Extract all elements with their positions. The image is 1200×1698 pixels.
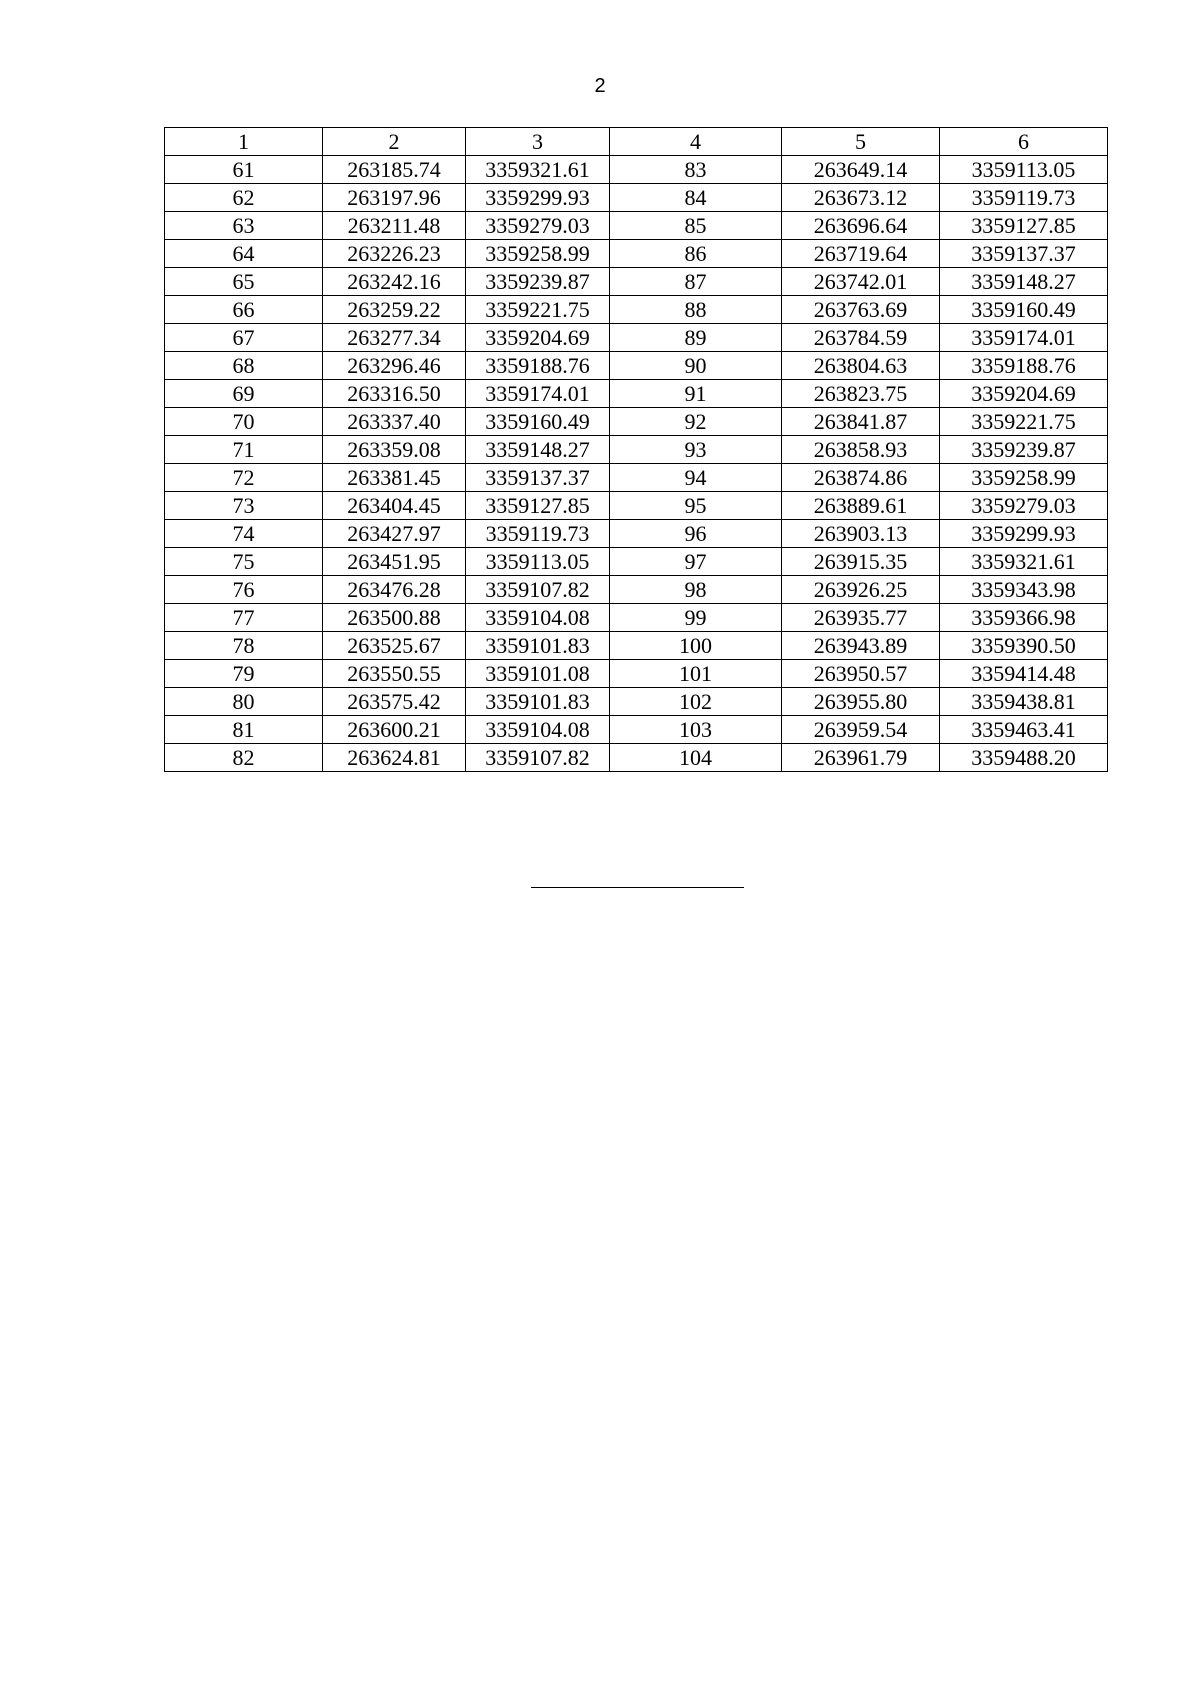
table-cell: 263451.95	[323, 548, 466, 576]
table-cell: 3359148.27	[466, 436, 610, 464]
table-cell: 263696.64	[782, 212, 940, 240]
table-cell: 3359343.98	[940, 576, 1108, 604]
table-cell: 263903.13	[782, 520, 940, 548]
table-cell: 102	[610, 688, 782, 716]
table-cell: 89	[610, 324, 782, 352]
table-cell: 87	[610, 268, 782, 296]
table-row	[165, 632, 1108, 660]
table-cell: 3359438.81	[940, 688, 1108, 716]
table-cell: 3359104.08	[466, 716, 610, 744]
table-cell: 98	[610, 576, 782, 604]
table-cell: 3359488.20	[940, 744, 1108, 772]
table-cell: 3359258.99	[940, 464, 1108, 492]
table-cell: 78	[165, 632, 323, 660]
table-cell: 263427.97	[323, 520, 466, 548]
table-row	[165, 520, 1108, 548]
table-cell: 66	[165, 296, 323, 324]
table-cell: 3359174.01	[940, 324, 1108, 352]
table-cell: 93	[610, 436, 782, 464]
table-cell: 3359204.69	[466, 324, 610, 352]
table-cell: 263226.23	[323, 240, 466, 268]
table-cell: 263858.93	[782, 436, 940, 464]
table-cell: 3359221.75	[466, 296, 610, 324]
table-cell: 263823.75	[782, 380, 940, 408]
table-cell: 3359148.27	[940, 268, 1108, 296]
table-cell: 100	[610, 632, 782, 660]
table-row	[165, 268, 1108, 296]
table-cell: 263955.80	[782, 688, 940, 716]
column-header: 4	[610, 128, 782, 156]
page-number: 2	[594, 75, 606, 97]
table-cell: 263841.87	[782, 408, 940, 436]
table-cell: 3359366.98	[940, 604, 1108, 632]
table-cell: 263624.81	[323, 744, 466, 772]
table-cell: 263337.40	[323, 408, 466, 436]
table-cell: 92	[610, 408, 782, 436]
table-cell: 3359160.49	[940, 296, 1108, 324]
table-cell: 82	[165, 744, 323, 772]
table-cell: 73	[165, 492, 323, 520]
table-cell: 3359390.50	[940, 632, 1108, 660]
table-cell: 263935.77	[782, 604, 940, 632]
table-cell: 3359174.01	[466, 380, 610, 408]
table-cell: 263915.35	[782, 548, 940, 576]
column-header: 5	[782, 128, 940, 156]
table-row	[165, 408, 1108, 436]
table-cell: 263719.64	[782, 240, 940, 268]
table-cell: 72	[165, 464, 323, 492]
table-cell: 263550.55	[323, 660, 466, 688]
table-cell: 3359101.83	[466, 688, 610, 716]
table-cell: 3359414.48	[940, 660, 1108, 688]
table-cell: 3359113.05	[940, 156, 1108, 184]
table-row	[165, 380, 1108, 408]
table-cell: 263763.69	[782, 296, 940, 324]
table-cell: 3359299.93	[940, 520, 1108, 548]
table-cell: 68	[165, 352, 323, 380]
table-cell: 88	[610, 296, 782, 324]
table-cell: 3359321.61	[940, 548, 1108, 576]
table-cell: 263600.21	[323, 716, 466, 744]
table-cell: 263381.45	[323, 464, 466, 492]
table-row	[165, 436, 1108, 464]
table-cell: 101	[610, 660, 782, 688]
table-cell: 81	[165, 716, 323, 744]
table-cell: 263784.59	[782, 324, 940, 352]
table-cell: 263742.01	[782, 268, 940, 296]
table-cell: 86	[610, 240, 782, 268]
table-cell: 263943.89	[782, 632, 940, 660]
table-row	[165, 352, 1108, 380]
table-row	[165, 156, 1108, 184]
table-cell: 263950.57	[782, 660, 940, 688]
table-cell: 75	[165, 548, 323, 576]
table-cell: 103	[610, 716, 782, 744]
table-cell: 85	[610, 212, 782, 240]
table-cell: 90	[610, 352, 782, 380]
table-cell: 94	[610, 464, 782, 492]
table-cell: 3359107.82	[466, 576, 610, 604]
table-cell: 263961.79	[782, 744, 940, 772]
table-cell: 263673.12	[782, 184, 940, 212]
table-row	[165, 576, 1108, 604]
table-cell: 3359101.08	[466, 660, 610, 688]
table-cell: 263889.61	[782, 492, 940, 520]
table-cell: 3359160.49	[466, 408, 610, 436]
table-cell: 3359113.05	[466, 548, 610, 576]
table-cell: 3359188.76	[940, 352, 1108, 380]
table-row	[165, 660, 1108, 688]
table-cell: 77	[165, 604, 323, 632]
column-header: 1	[165, 128, 323, 156]
table-cell: 263259.22	[323, 296, 466, 324]
table-cell: 91	[610, 380, 782, 408]
table-cell: 71	[165, 436, 323, 464]
table-cell: 96	[610, 520, 782, 548]
table-cell: 63	[165, 212, 323, 240]
table-cell: 65	[165, 268, 323, 296]
table-cell: 263959.54	[782, 716, 940, 744]
table-row	[165, 184, 1108, 212]
table-header-row	[165, 128, 1108, 156]
column-header: 3	[466, 128, 610, 156]
table-row	[165, 716, 1108, 744]
table-cell: 3359239.87	[940, 436, 1108, 464]
end-rule	[531, 887, 744, 888]
table-cell: 3359258.99	[466, 240, 610, 268]
table-cell: 80	[165, 688, 323, 716]
table-cell: 3359137.37	[466, 464, 610, 492]
table-cell: 3359104.08	[466, 604, 610, 632]
coordinates-table	[164, 127, 1108, 772]
table-cell: 263185.74	[323, 156, 466, 184]
table-row	[165, 688, 1108, 716]
table-cell: 3359279.03	[940, 492, 1108, 520]
table-cell: 263525.67	[323, 632, 466, 660]
table-cell: 97	[610, 548, 782, 576]
table-body	[165, 128, 1108, 772]
table-row	[165, 492, 1108, 520]
table-cell: 61	[165, 156, 323, 184]
table-cell: 3359127.85	[940, 212, 1108, 240]
table-row	[165, 744, 1108, 772]
table-cell: 3359119.73	[940, 184, 1108, 212]
table-cell: 263359.08	[323, 436, 466, 464]
table-cell: 76	[165, 576, 323, 604]
table-cell: 83	[610, 156, 782, 184]
table-cell: 64	[165, 240, 323, 268]
table-cell: 62	[165, 184, 323, 212]
table-cell: 3359279.03	[466, 212, 610, 240]
table-row	[165, 212, 1108, 240]
table-cell: 74	[165, 520, 323, 548]
table-cell: 263575.42	[323, 688, 466, 716]
table-row	[165, 604, 1108, 632]
table-cell: 67	[165, 324, 323, 352]
table-cell: 263404.45	[323, 492, 466, 520]
table-cell: 104	[610, 744, 782, 772]
table-cell: 263500.88	[323, 604, 466, 632]
table-row	[165, 296, 1108, 324]
table-cell: 3359107.82	[466, 744, 610, 772]
table-cell: 79	[165, 660, 323, 688]
table-cell: 263874.86	[782, 464, 940, 492]
table-row	[165, 464, 1108, 492]
table-row	[165, 548, 1108, 576]
table-cell: 263926.25	[782, 576, 940, 604]
table-cell: 3359101.83	[466, 632, 610, 660]
table-cell: 263242.16	[323, 268, 466, 296]
table-cell: 3359321.61	[466, 156, 610, 184]
table-cell: 70	[165, 408, 323, 436]
table-cell: 263197.96	[323, 184, 466, 212]
table-cell: 263296.46	[323, 352, 466, 380]
column-header: 6	[940, 128, 1108, 156]
table-cell: 3359119.73	[466, 520, 610, 548]
column-header: 2	[323, 128, 466, 156]
table-cell: 263211.48	[323, 212, 466, 240]
table-cell: 3359463.41	[940, 716, 1108, 744]
table-cell: 3359137.37	[940, 240, 1108, 268]
table-row	[165, 324, 1108, 352]
table-cell: 263804.63	[782, 352, 940, 380]
table-cell: 263277.34	[323, 324, 466, 352]
table-cell: 3359299.93	[466, 184, 610, 212]
table-row	[165, 240, 1108, 268]
table-cell: 99	[610, 604, 782, 632]
table-cell: 3359239.87	[466, 268, 610, 296]
table-cell: 3359221.75	[940, 408, 1108, 436]
table-cell: 95	[610, 492, 782, 520]
table-cell: 84	[610, 184, 782, 212]
table-cell: 69	[165, 380, 323, 408]
table-cell: 3359188.76	[466, 352, 610, 380]
table-cell: 263316.50	[323, 380, 466, 408]
table-cell: 3359127.85	[466, 492, 610, 520]
table-cell: 3359204.69	[940, 380, 1108, 408]
table-cell: 263649.14	[782, 156, 940, 184]
table-cell: 263476.28	[323, 576, 466, 604]
